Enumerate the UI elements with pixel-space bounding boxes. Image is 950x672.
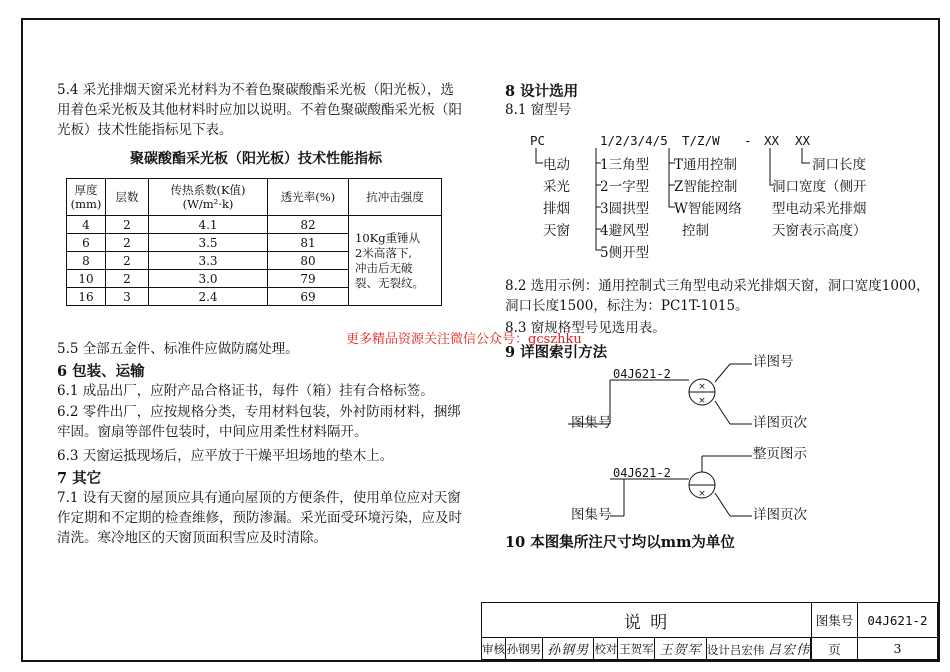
cell: 3.3: [149, 252, 268, 270]
bracket-width: [770, 148, 774, 185]
index1-detail-label: 详图号: [753, 354, 794, 370]
cell: 4: [67, 216, 106, 234]
index1-page-label: 详图页次: [753, 415, 807, 431]
cell: 69: [268, 288, 349, 306]
review-name: 孙钢男: [506, 638, 543, 660]
code-dash: -: [744, 133, 752, 148]
title-block: [481, 602, 938, 660]
page-value: 3: [857, 638, 937, 660]
length-desc: 洞口长度: [812, 157, 866, 173]
index1-lower-mark: ×: [698, 396, 706, 406]
bracket-control: [669, 148, 675, 207]
bracket-pc: [536, 148, 543, 163]
heading-7: 7 其它: [57, 470, 102, 487]
para-7-1: 7.1 设有天窗的屋顶应具有通向屋顶的方便条件，使用单位应对天窗 作定期和不定期的检查维修，预防渗漏。采光面受环境污染，应及时 清洗。寒冷地区的天窗顶面积雪应及时清除。: [57, 490, 462, 546]
design-signature: 吕宏伟: [768, 643, 811, 658]
para-8-3: 8.3 窗规格型号见选用表。: [505, 320, 666, 336]
index2-page-label: 详图页次: [753, 507, 807, 523]
code-width: XX: [764, 133, 780, 148]
check-signature: 王贺军: [655, 638, 707, 660]
cell: 16: [67, 288, 106, 306]
code-shape: 1/2/3/4/5: [600, 133, 668, 148]
para-6-2: 6.2 零件出厂，应按规格分类，专用材料包装，外衬防雨材料，捆绑 牢固。窗扇等部件包装时，中间应用柔性材料隔开。: [57, 404, 461, 440]
para-5-5: 5.5 全部五金件、标准件应做防腐处理。: [57, 341, 299, 357]
index2-atlas: 04J621-2: [613, 466, 671, 480]
header-transmittance: 透光率(%): [268, 179, 349, 216]
code-control: T/Z/W: [682, 133, 720, 148]
header-k-value: 传热系数(K值) (W/m²·k): [149, 179, 268, 216]
impact-cell: 10Kg重锤从 2米高落下, 冲击后无破 裂、无裂纹。: [349, 216, 442, 306]
title-block-title: 说 明: [482, 603, 812, 638]
width-desc: 洞口宽度（侧开 型电动采光排烟 天窗表示高度）: [772, 179, 867, 239]
cell: 80: [268, 252, 349, 270]
heading-6: 6 包装、运输: [57, 363, 145, 380]
pc-desc: 电动 采光 排烟 天窗: [543, 157, 570, 239]
para-8-1: 8.1 窗型号: [505, 102, 572, 118]
atlas-label: 图集号: [812, 603, 858, 638]
review-label: 审核: [482, 638, 506, 660]
para-5-4: 5.4 采光排烟天窗采光材料为不着色聚碳酸酯采光板（阳光板），选 用着色采光板及其他材料时应加以说明。不着色聚碳酸酯采光板（阳 光板）技术性能指标见下表。: [57, 82, 462, 138]
cell: 3.5: [149, 234, 268, 252]
code-length: XX: [795, 133, 811, 148]
index1-atlas-label: 图集号: [571, 415, 612, 431]
cell: 8: [67, 252, 106, 270]
index1-atlas: 04J621-2: [613, 367, 671, 381]
index1-upper-mark: ×: [698, 382, 706, 392]
cell: 2: [106, 252, 149, 270]
control-desc: T通用控制 Z智能控制 W智能网络 控制: [674, 157, 742, 239]
heading-8: 8 设计选用: [505, 83, 579, 100]
cell: 4.1: [149, 216, 268, 234]
para-8-2: 8.2 选用示例：通用控制式三角型电动采光排烟天窗，洞口宽度1000， 洞口长度1500，标注为：PC1T-1015。: [505, 278, 930, 314]
cell: 2: [106, 216, 149, 234]
cell: 3: [106, 288, 149, 306]
shape-desc: 1三角型 2一字型 3圆拱型 4避风型 5侧开型: [600, 157, 650, 261]
heading-9: 9 详图索引方法: [505, 344, 608, 361]
header-thickness: 厚度 (mm): [67, 179, 106, 216]
para-6-3: 6.3 天窗运抵现场后，应平放于干燥平坦场地的垫木上。: [57, 448, 394, 464]
cell: 79: [268, 270, 349, 288]
table-title: 聚碳酸酯采光板（阳光板）技术性能指标: [130, 151, 382, 167]
watermark-text: 更多精品资源关注微信公众号：gcszhku: [346, 332, 582, 347]
index2-lower-mark: ×: [698, 489, 706, 499]
cell: 2.4: [149, 288, 268, 306]
header-impact: 抗冲击强度: [349, 179, 442, 216]
index2-whole-label: 整页图示: [753, 446, 807, 462]
check-name: 王贺军: [618, 638, 655, 660]
review-signature: 孙钢男: [542, 638, 594, 660]
design-block: 设计吕宏伟 吕宏伟: [706, 638, 810, 660]
para-6-1: 6.1 成品出厂，应附产品合格证书，每件（箱）挂有合格标签。: [57, 383, 434, 399]
cell: 10: [67, 270, 106, 288]
page-label: 页: [812, 638, 858, 660]
code-pc: PC: [530, 133, 546, 148]
cell: 3.0: [149, 270, 268, 288]
cell: 6: [67, 234, 106, 252]
cell: 2: [106, 270, 149, 288]
cell: 82: [268, 216, 349, 234]
cell: 81: [268, 234, 349, 252]
heading-10: 10 本图集所注尺寸均以mm为单位: [505, 534, 735, 551]
index2-atlas-label: 图集号: [571, 507, 612, 523]
cell: 2: [106, 234, 149, 252]
atlas-value: 04J621-2: [857, 603, 937, 638]
header-layers: 层数: [106, 179, 149, 216]
bracket-length: [802, 148, 810, 163]
check-label: 校对: [594, 638, 618, 660]
